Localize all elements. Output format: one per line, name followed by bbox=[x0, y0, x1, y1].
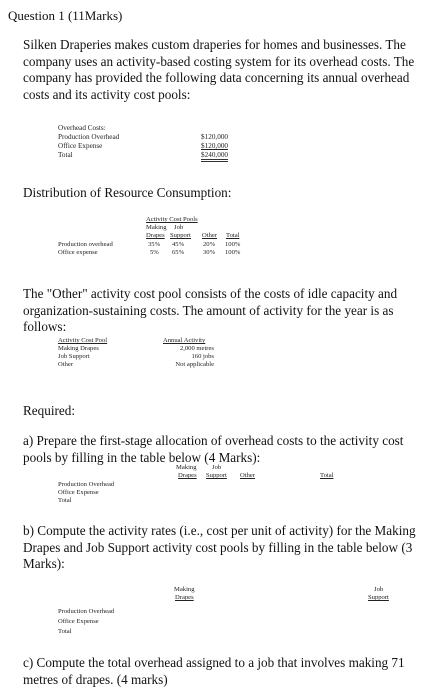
distribution-cell: 100% bbox=[225, 241, 241, 248]
distribution-cell: 30% bbox=[203, 249, 216, 256]
overhead-row-label: Production Overhead bbox=[58, 133, 120, 141]
col-header: Drapes bbox=[175, 594, 194, 601]
col-header: Support bbox=[206, 472, 227, 479]
question-title: Question 1 (11Marks) bbox=[8, 8, 123, 23]
activity-col-header: Annual Activity bbox=[163, 337, 206, 344]
activity-pool: Making Drapes bbox=[58, 345, 99, 352]
part-b-row-label: Production Overhead bbox=[58, 608, 115, 615]
part-b-row-label: Total bbox=[58, 628, 72, 635]
other-pool-paragraph: The "Other" activity cost pool consists of the costs of idle capacity and organization-sustaining costs. The amount of activity for the year is as follows: bbox=[23, 286, 398, 334]
overhead-row-value: $120,000 bbox=[201, 142, 228, 150]
part-b-row-label: Office Expense bbox=[58, 618, 99, 625]
part-c-text: c) Compute the total overhead assigned to a job that involves making 71 metres of drapes. (4 marks) bbox=[23, 655, 405, 687]
distribution-cell: 35% bbox=[148, 241, 161, 248]
part-a-table bbox=[58, 464, 398, 514]
overhead-row-value: $120,000 bbox=[201, 133, 228, 141]
table-row bbox=[58, 142, 228, 151]
activity-pool: Job Support bbox=[58, 353, 90, 360]
col-header: Total bbox=[226, 232, 240, 239]
part-b-table bbox=[58, 586, 398, 636]
activity-amount: Not applicable bbox=[175, 361, 214, 368]
overhead-row-label: Office Expense bbox=[58, 142, 103, 150]
distribution-row-label: Office expense bbox=[58, 249, 98, 256]
col-header: Support bbox=[170, 232, 191, 239]
distribution-cell: 5% bbox=[150, 249, 159, 256]
overhead-row-value: $240,000 bbox=[201, 151, 228, 162]
table-row bbox=[58, 151, 228, 160]
col-header-top: Job bbox=[374, 586, 384, 593]
distribution-cell: 100% bbox=[225, 249, 241, 256]
col-header: Total bbox=[320, 472, 334, 479]
distribution-cell: 20% bbox=[203, 241, 216, 248]
table-row bbox=[58, 133, 228, 142]
col-header: Drapes bbox=[146, 232, 165, 239]
col-header-top: Making bbox=[176, 464, 197, 471]
distribution-row-label: Production overhead bbox=[58, 241, 113, 248]
part-b-text: b) Compute the activity rates (i.e., cost per unit of activity) for the Making Drapes and Job Support activity cost pools by filling in the table below (3 Marks): bbox=[23, 523, 416, 571]
col-header: Other bbox=[240, 472, 256, 479]
part-a-row-label: Production Overhead bbox=[58, 481, 115, 488]
part-a-row-label: Total bbox=[58, 497, 72, 504]
part-a-text: a) Prepare the first-stage allocation of overhead costs to the activity cost pools by filling in the table below (4 Marks): bbox=[23, 433, 404, 465]
overhead-costs-table bbox=[58, 124, 258, 160]
col-header-top: Making bbox=[146, 224, 167, 231]
distribution-cell: 45% bbox=[172, 241, 185, 248]
activity-amount: 160 jobs bbox=[191, 353, 214, 360]
part-a-row-label: Office Expense bbox=[58, 489, 99, 496]
overhead-costs-heading: Overhead Costs: bbox=[58, 124, 106, 132]
activity-col-header: Activity Cost Pool bbox=[58, 337, 108, 344]
col-header-top: Making bbox=[174, 586, 195, 593]
activity-pool: Other bbox=[58, 361, 74, 368]
activity-table bbox=[58, 337, 318, 382]
overhead-row-label: Total bbox=[58, 151, 73, 159]
col-header: Other bbox=[202, 232, 218, 239]
activity-amount: 2,000 metres bbox=[179, 345, 214, 352]
distribution-group-header: Activity Cost Pools bbox=[146, 216, 198, 223]
distribution-cell: 65% bbox=[172, 249, 185, 256]
distribution-heading: Distribution of Resource Consumption: bbox=[23, 185, 232, 200]
col-header-top: Job bbox=[174, 224, 184, 231]
intro-paragraph: Silken Draperies makes custom draperies for homes and businesses. The company uses an activity-based costing system for its overhead costs. The company has provided the following data concerning its annual overhead costs and its activity cost pools: bbox=[23, 37, 415, 102]
col-header-top: Job bbox=[212, 464, 222, 471]
col-header: Drapes bbox=[178, 472, 197, 479]
col-header: Support bbox=[368, 594, 389, 601]
required-heading: Required: bbox=[23, 403, 76, 418]
